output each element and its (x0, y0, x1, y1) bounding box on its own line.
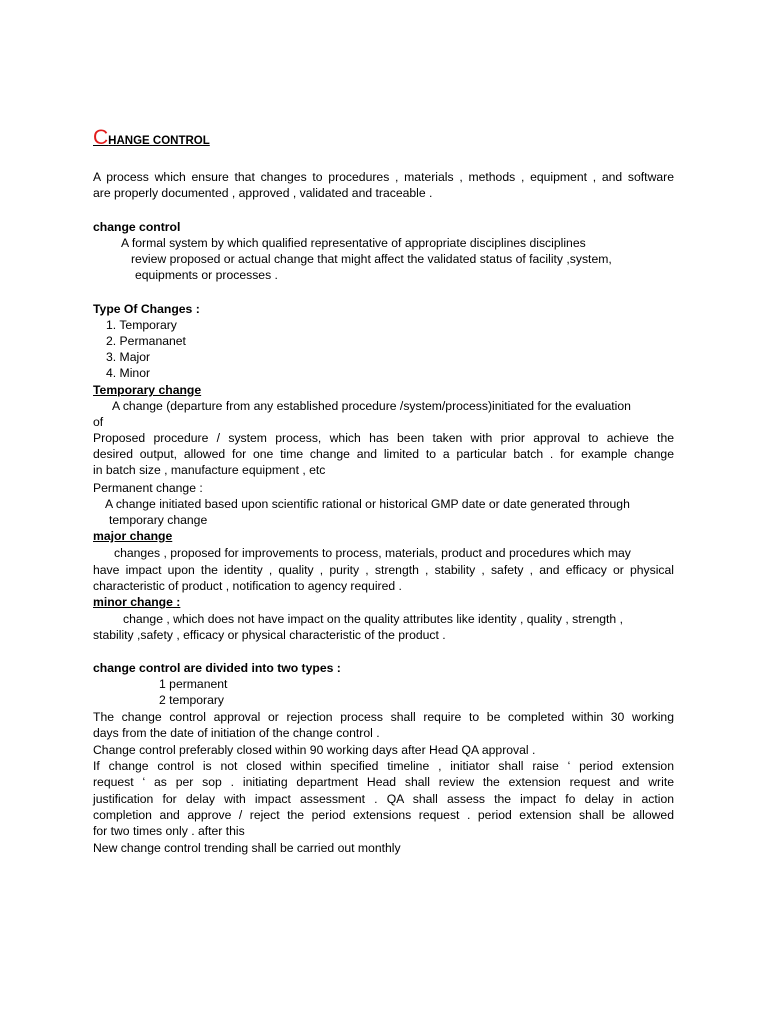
type-item-2: 2. Permananet (106, 334, 186, 348)
closing-line-7: completion and approve / reject the period extensions request . period extension shall be allowed (93, 808, 674, 822)
permanent-text-line-1: A change initiated based upon scientific rational or historical GMP date or date generated through (105, 497, 630, 511)
temporary-text-line-2: of (93, 415, 104, 429)
closing-line-5: request ‘ as per sop . initiating department Head shall review the extension request and write (93, 775, 674, 789)
temporary-text-line-1: A change (departure from any established procedure /system/process)initiated for the evaluation (112, 399, 631, 413)
title-rest: HANGE CONTROL (108, 135, 210, 147)
major-text-line-3: characteristic of product , notification to agency required . (93, 579, 402, 593)
permanent-text-line-2: temporary change (109, 513, 208, 527)
temporary-text-line-3: Proposed procedure / system process, which has been taken with prior approval to achieve the (93, 431, 674, 445)
temporary-change-heading: Temporary change (93, 383, 202, 397)
divided-type-2: 2 temporary (159, 693, 225, 707)
divided-heading: change control are divided into two types : (93, 661, 341, 675)
divided-type-1: 1 permanent (159, 677, 228, 691)
major-text-line-1: changes , proposed for improvements to process, materials, product and procedures which may (114, 546, 631, 560)
type-item-4: 4. Minor (106, 366, 151, 380)
intro-line-1: A process which ensure that changes to procedures , materials , methods , equipment , and software (93, 170, 674, 184)
intro-line-2: are properly documented , approved , validated and traceable . (93, 186, 433, 200)
major-change-heading: major change (93, 529, 173, 543)
temporary-text-line-5: in batch size , manufacture equipment , etc (93, 463, 326, 477)
change-control-heading: change control (93, 220, 181, 234)
change-control-def-line-3: equipments or processes . (135, 268, 278, 282)
closing-line-1: The change control approval or rejection process shall require to be completed within 30 working (93, 710, 674, 724)
permanent-change-heading: Permanent change : (93, 481, 203, 495)
major-text-line-2: have impact upon the identity , quality , purity , strength , stability , safety , and efficacy or physical (93, 563, 674, 577)
type-item-3: 3. Major (106, 350, 151, 364)
closing-line-8: for two times only . after this (93, 824, 245, 838)
closing-line-4: If change control is not closed within specified timeline , initiator shall raise ‘ period extension (93, 759, 674, 773)
minor-text-line-1: change , which does not have impact on the quality attributes like identity , quality , strength , (123, 612, 623, 626)
title-initial: C (93, 126, 109, 149)
closing-line-2: days from the date of initiation of the change control . (93, 726, 380, 740)
minor-text-line-2: stability ,safety , efficacy or physical characteristic of the product . (93, 628, 446, 642)
types-heading: Type Of Changes : (93, 302, 200, 316)
page-title (93, 126, 210, 153)
closing-line-9: New change control trending shall be carried out monthly (93, 841, 401, 855)
minor-change-heading: minor change : (93, 595, 181, 609)
temporary-text-line-4: desired output, allowed for one time change and limited to a particular batch . for example change (93, 447, 674, 461)
closing-line-3: Change control preferably closed within 90 working days after Head QA approval . (93, 743, 536, 757)
type-item-1: 1. Temporary (106, 318, 177, 332)
closing-line-6: justification for delay with impact assessment . QA shall assess the impact fo delay in action (93, 792, 674, 806)
change-control-def-line-2: review proposed or actual change that might affect the validated status of facility ,system, (131, 252, 612, 266)
change-control-def-line-1: A formal system by which qualified representative of appropriate disciplines disciplines (121, 236, 586, 250)
